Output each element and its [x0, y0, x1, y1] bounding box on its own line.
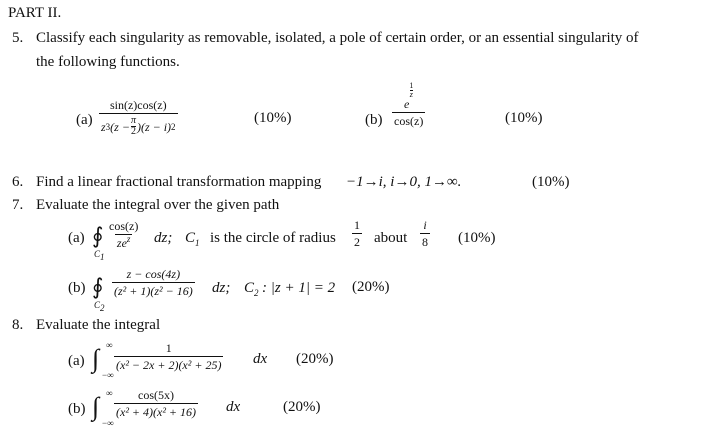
q5a-den-z: z [101, 119, 106, 134]
q7a-radius [352, 219, 362, 248]
q7b-path-c: C [94, 300, 101, 310]
q5b-label: (b) [365, 112, 383, 128]
q8-text: Evaluate the integral [36, 317, 161, 333]
part-title: PART II. [8, 5, 62, 21]
q7b-denominator: (z² + 1)(z² − 16) [114, 284, 193, 298]
q5b-numerator [402, 82, 415, 112]
q5-number: 5. [12, 30, 24, 46]
q7b-dz: dz; [212, 280, 231, 296]
q7a-center-num: i [423, 218, 427, 232]
integral-icon: ∫ [92, 392, 100, 421]
q7-number: 7. [12, 197, 24, 213]
q7b-condition: : |z + 1| = 2 [262, 280, 336, 296]
q6-mapping: −1→i, i→0, 1→∞. [346, 174, 462, 190]
q5b-exp-den: z [409, 90, 413, 99]
q8b-upper: ∞ [106, 388, 113, 398]
q8a-dx: dx [253, 351, 268, 367]
q7b-path-idx: 2 [100, 302, 105, 313]
q7a-numerator: cos(z) [109, 219, 139, 233]
q6-text: Find a linear fractional transformation mapping [36, 174, 322, 190]
q7b-numerator: z − cos(4z) [126, 267, 181, 281]
q8b-points: (20%) [283, 399, 321, 415]
q7a-points: (10%) [458, 230, 496, 246]
q8a-lower: −∞ [102, 370, 114, 380]
q5-text-line1: Classify each singularity as removable, isolated, a pole of certain order, or an essential singularity of [36, 30, 639, 46]
q7a-dz: dz; [154, 230, 173, 246]
q5-text-line2: the following functions. [36, 54, 180, 70]
q5a-den-mid1: (z − [110, 119, 130, 134]
q5a-pi-over-two [131, 116, 136, 137]
q7b-label: (b) [68, 280, 86, 296]
q7a-denominator [115, 234, 133, 249]
q7-text: Evaluate the integral over the given path [36, 197, 280, 213]
integral-icon: ∫ [92, 344, 100, 373]
q8a-fraction [114, 342, 223, 371]
q5a-two: 2 [130, 126, 136, 137]
q5b-exponent [409, 82, 413, 99]
q6-points: (10%) [532, 174, 570, 190]
q7a-den-exp: z [126, 234, 131, 244]
q7b-c [244, 281, 259, 296]
q8-number: 8. [12, 317, 24, 333]
q5a-label: (a) [76, 112, 93, 128]
q5b-denominator: cos(z) [394, 114, 424, 128]
q7a-path-idx: 1 [100, 251, 105, 262]
q7a-radius-den: 2 [354, 235, 360, 249]
contour-integral-icon: ∮ [92, 223, 104, 248]
contour-integral-icon: ∮ [92, 274, 104, 299]
q8a-label: (a) [68, 353, 85, 369]
q7a-path-c: C [94, 249, 101, 259]
q6-number: 6. [12, 174, 24, 190]
q7a-c [185, 231, 200, 246]
q7b-points: (20%) [352, 279, 390, 295]
q8b-dx: dx [226, 399, 241, 415]
q7a-about: about [374, 230, 408, 246]
q7a-center-den: 8 [422, 235, 428, 249]
q8a-upper: ∞ [106, 340, 113, 350]
q5b-e: e [404, 97, 410, 111]
q8b-denominator: (x² + 4)(x² + 16) [116, 405, 197, 419]
q8a-denominator: (x² − 2x + 2)(x² + 25) [116, 358, 222, 372]
q7a-c-idx: 1 [195, 238, 200, 248]
q5b-points: (10%) [505, 110, 543, 126]
q8b-label: (b) [68, 401, 86, 417]
q7a-desc: is the circle of radius [210, 230, 336, 246]
q8a-points: (20%) [296, 351, 334, 367]
q8b-numerator: cos(5x) [138, 388, 175, 402]
q7a-c-letter: C [185, 230, 196, 246]
q7b-fraction [112, 268, 195, 297]
q5a-fraction [99, 99, 178, 137]
q5b-exp-num: 1 [409, 81, 414, 90]
q7b-c-idx: 2 [254, 288, 259, 298]
q7a-center [420, 219, 430, 248]
q5a-den-mid2: )(z − i) [136, 119, 172, 134]
q7a-radius-num: 1 [354, 218, 360, 232]
q7b-path-sub [94, 300, 105, 313]
q5a-pi: π [130, 115, 136, 126]
q8b-lower: −∞ [102, 418, 114, 428]
q7a-path-sub [94, 249, 105, 262]
q5a-numerator: sin(z)cos(z) [109, 98, 167, 112]
q5b-fraction [392, 82, 425, 127]
q5a-points: (10%) [254, 110, 292, 126]
q5a-denominator: z 3 (z − $\frac{\pi}{2}$ )(z − i) 2 [101, 115, 176, 137]
q7a-fraction [107, 220, 140, 249]
q7a-den-base: ze [116, 236, 127, 250]
q7a-label: (a) [68, 230, 85, 246]
q8b-fraction [114, 389, 198, 418]
q8a-numerator: 1 [165, 341, 172, 355]
q7b-c-letter: C [244, 280, 255, 296]
